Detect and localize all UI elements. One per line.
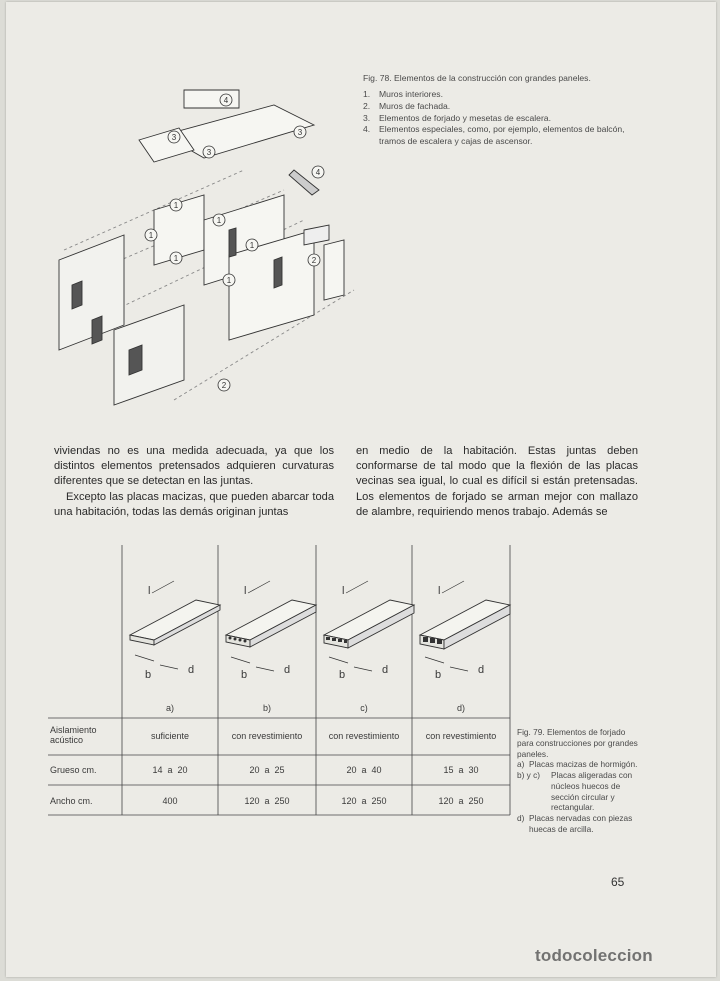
marker-label: 1	[226, 276, 232, 285]
dim-label-l: l	[438, 585, 441, 597]
table-cell: 20 a 40	[346, 765, 382, 775]
marker-label: 1	[216, 216, 222, 225]
dim-label-b: b	[435, 669, 442, 681]
table-cell: 120 a 250	[244, 796, 290, 806]
dim-label-d: d	[478, 664, 485, 676]
book-page	[6, 2, 716, 977]
fig79-caption-title: Fig. 79. Elementos de forjado para construcciones por grandes paneles.	[517, 727, 638, 759]
dim-label-l: l	[244, 585, 247, 597]
marker-label: 1	[148, 231, 154, 240]
table-cell: con revestimiento	[328, 731, 400, 741]
caption-item: a) Placas macizas de hormigón.	[517, 759, 638, 770]
fig79-table	[48, 545, 520, 840]
table-cell: 14 a 20	[152, 765, 188, 775]
marker-label: 3	[297, 128, 303, 137]
watermark-logo: todocoleccion	[535, 946, 653, 965]
column-label-a: a)	[165, 703, 174, 713]
fig78-isometric-drawing	[54, 80, 364, 410]
row-label-ancho: Ancho cm.	[50, 796, 93, 806]
paragraph: en medio de la habitación. Estas juntas deben conformarse de tal modo que la flexión de las placas vecinas sea igual, lo cual es difícil si están pretensadas. Los elementos de forjado se arman mejor con mallazo de alambre, requiriendo menos trabajo. Además se	[356, 445, 638, 518]
dim-label-l: l	[148, 585, 151, 597]
fig78-caption-title: Fig. 78. Elementos de la construcción con grandes paneles.	[363, 73, 591, 83]
table-cell: 400	[162, 796, 178, 806]
marker-label: 4	[223, 96, 229, 105]
caption-item: 4. Elementos especiales, como, por ejemplo, elementos de balcón, tramos de escalera y cajas de ascensor.	[363, 124, 625, 147]
dim-label-d: d	[188, 664, 195, 676]
caption-item: 1. Muros interiores.	[363, 88, 443, 99]
slab-d-ribbed-drawing	[420, 581, 510, 671]
marker-label: 1	[173, 254, 179, 263]
body-text-right-column	[356, 444, 638, 520]
dim-label-d: d	[382, 664, 389, 676]
table-cell: 120 a 250	[438, 796, 484, 806]
row-label-grueso: Grueso cm.	[50, 765, 97, 775]
caption-item: 3. Elementos de forjado y mesetas de escalera.	[363, 112, 551, 123]
slab-a-solid-drawing	[130, 581, 220, 669]
dim-label-b: b	[241, 669, 248, 681]
dim-label-b: b	[145, 669, 152, 681]
paragraph: viviendas no es una medida adecuada, ya que los distintos elementos pretensados adquieren curvaturas diferentes que se detectan en las juntas.	[54, 445, 334, 488]
table-cell: 20 a 25	[249, 765, 285, 775]
page-number: 65	[611, 875, 625, 889]
dim-label-d: d	[284, 664, 291, 676]
table-cell: suficiente	[150, 731, 190, 741]
dim-label-l: l	[342, 585, 345, 597]
slab-c-rectangular-cores-drawing	[324, 581, 414, 671]
marker-label: 4	[315, 168, 321, 177]
dim-label-b: b	[339, 669, 346, 681]
table-cell: con revestimiento	[231, 731, 303, 741]
row-label-aislamiento: Aislamiento acústico	[50, 725, 97, 746]
caption-item: d) Placas nervadas con piezas huecas de arcilla.	[517, 813, 633, 835]
body-text-left-column	[54, 444, 334, 520]
table-cell: con revestimiento	[425, 731, 497, 741]
table-cell: 120 a 250	[341, 796, 387, 806]
table-cell: 15 a 30	[443, 765, 479, 775]
marker-label: 1	[249, 241, 255, 250]
marker-label: 1	[173, 201, 179, 210]
marker-label: 3	[206, 148, 212, 157]
paragraph: Excepto las placas macizas, que pueden abarcar toda una habitación, todas las demás originan juntas	[54, 490, 334, 518]
column-label-c: c)	[360, 703, 368, 713]
fig78-caption	[363, 73, 625, 148]
fig79-caption	[517, 727, 639, 835]
caption-item: 2. Muros de fachada.	[363, 100, 451, 111]
marker-label: 2	[311, 256, 317, 265]
slab-b-circular-cores-drawing	[226, 581, 316, 671]
marker-label: 3	[171, 133, 177, 142]
marker-label: 2	[221, 381, 227, 390]
caption-item: b) y c) Placas aligeradas con núcleos huecos de sección circular y rectangular.	[517, 770, 633, 813]
column-label-d: d)	[456, 703, 465, 713]
column-label-b: b)	[262, 703, 271, 713]
